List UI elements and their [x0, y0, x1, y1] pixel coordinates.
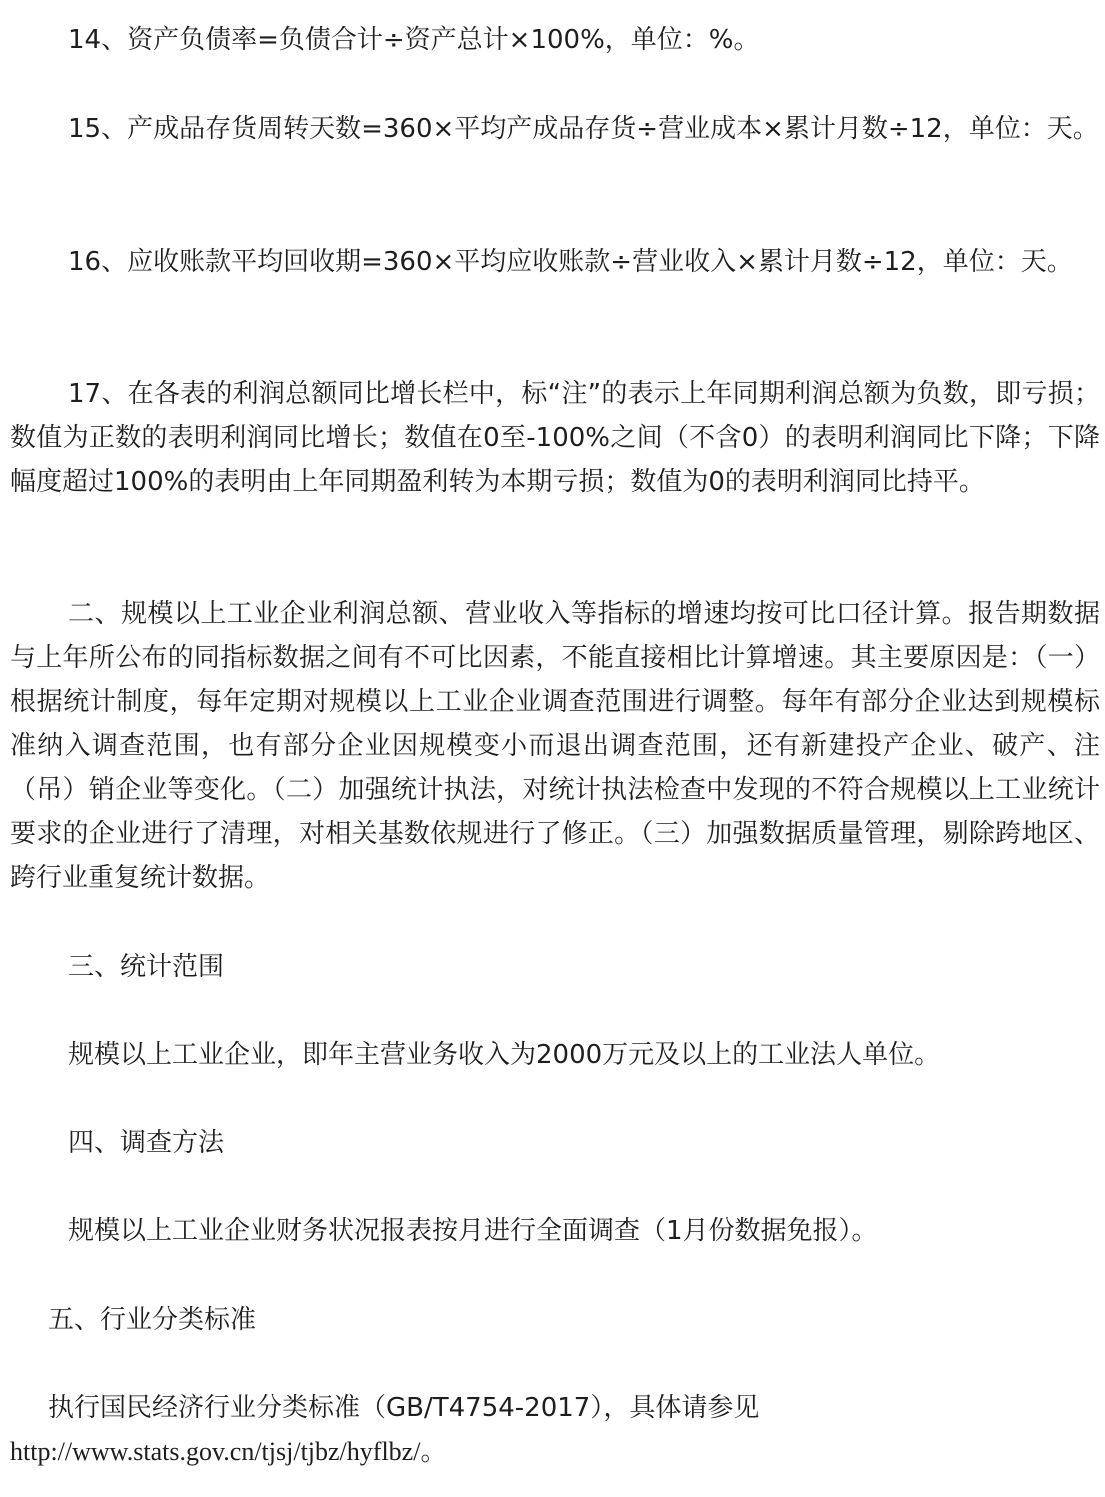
section-3-scope-text: 规模以上工业企业，即年主营业务收入为2000万元及以上的工业法人单位。 [68, 1040, 941, 1070]
item-16-receivables-collection-period: 16、应收账款平均回收期=360×平均应收账款÷营业收入×累计月数÷12，单位：天。 [68, 247, 1073, 277]
section-5-standard-text: 执行国民经济行业分类标准（GB/T4754-2017），具体请参见 [48, 1393, 760, 1423]
stats-url-link[interactable]: http://www.stats.gov.cn/tjsj/tjbz/hyflbz/ [10, 1437, 421, 1466]
item-15-inventory-turnover-days: 15、产成品存货周转天数=360×平均产成品存货÷营业成本×累计月数÷12，单位：天。 [68, 114, 1099, 144]
link-suffix: 。 [420, 1437, 447, 1467]
reference-link-line [10, 1430, 446, 1474]
section-4-heading: 四、调查方法 [68, 1128, 225, 1158]
section-3-heading: 三、统计范围 [68, 952, 225, 982]
section-5-heading: 五、行业分类标准 [48, 1305, 257, 1335]
section-4-method-text: 规模以上工业企业财务状况报表按月进行全面调查（1月份数据免报）。 [68, 1216, 878, 1246]
item-14-asset-liability-ratio: 14、资产负债率=负债合计÷资产总计×100%，单位：%。 [68, 25, 760, 55]
section-2-comparable-basis: 二、规模以上工业企业利润总额、营业收入等指标的增速均按可比口径计算。报告期数据与上年所公布的同指标数据之间有不可比因素，不能直接相比计算增速。其主要原因是：（一）根据统计制度，每年定期对规模以上工业企业调查范围进行调整。每年有部分企业达到规模标准纳入调查范围，也有部分企业因规模变小而退出调查范围，还有新建投产企业、破产、注（吊）销企业等变化。（二）加强统计执法，对统计执法检查中发现的不符合规模以上工业统计要求的企业进行了清理，对相关基数依规进行了修正。（三）加强数据质量管理，剔除跨地区、跨行业重复统计数据。 [10, 599, 1100, 893]
item-17-profit-growth-note: 17、在各表的利润总额同比增长栏中，标“注”的表示上年同期利润总额为负数，即亏损；数值为正数的表明利润同比增长；数值在0至-100%之间（不含0）的表明利润同比下降；下降幅度超过100%的表明由上年同期盈利转为本期亏损；数值为0的表明利润同比持平。 [10, 379, 1100, 497]
